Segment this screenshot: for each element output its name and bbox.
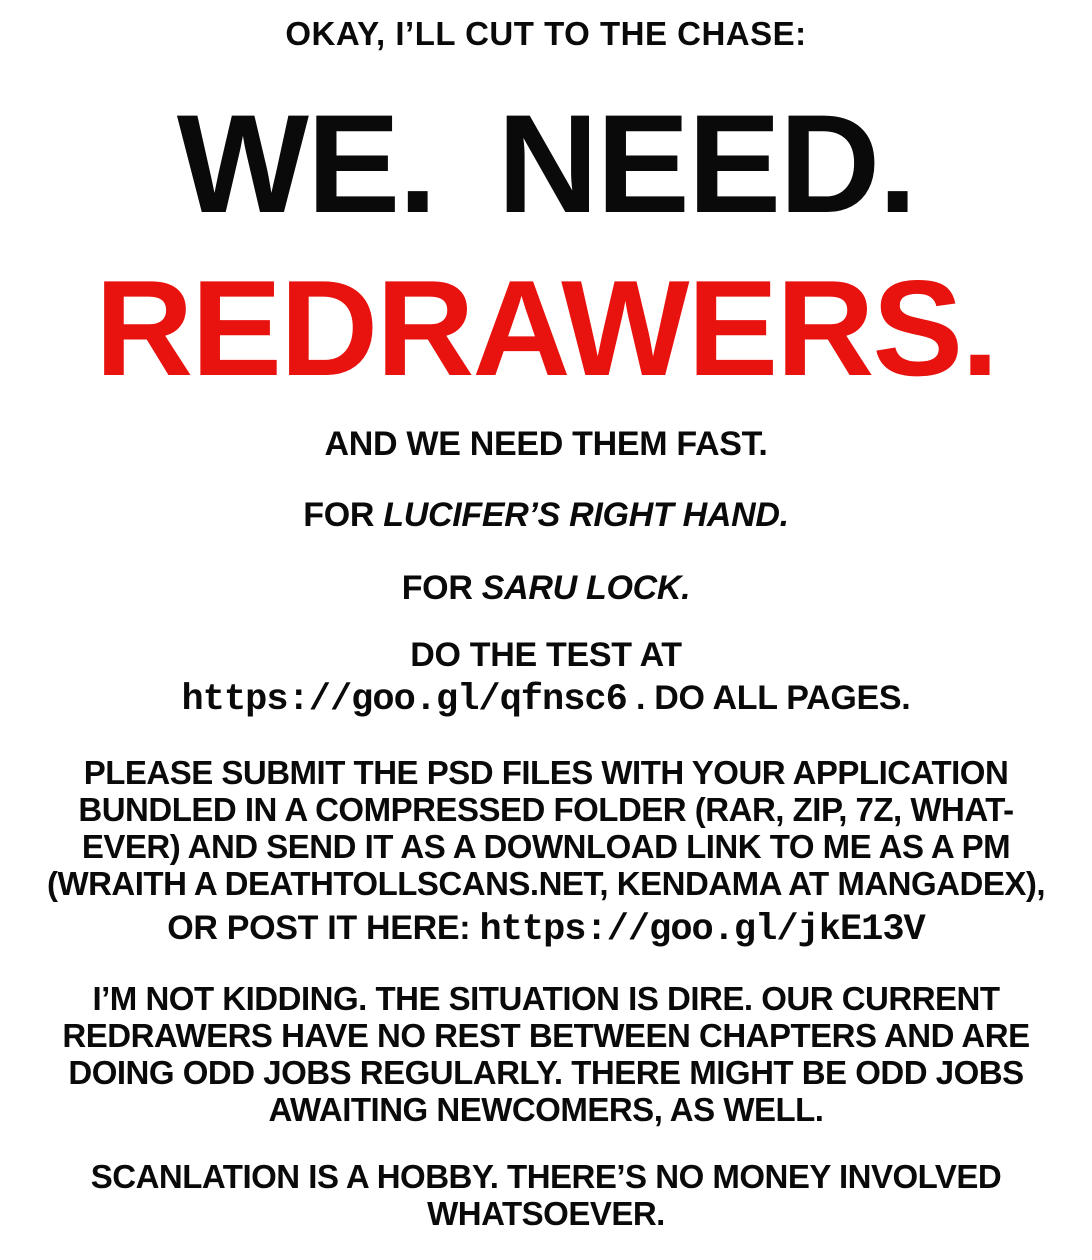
series-prefix: FOR (401, 568, 482, 607)
warning-line-4: AWAITING NEWCOMERS, AS WELL. (268, 1090, 824, 1128)
series-title-lucifers-right-hand: LUCIFER’S RIGHT HAND. (383, 495, 789, 534)
disclaimer-line-1: SCANLATION IS A HOBBY. THERE’S NO MONEY INVOLVED (90, 1157, 1002, 1195)
disclaimer-paragraph (0, 1158, 1092, 1232)
headline-we-need: WE. NEED. (176, 84, 916, 242)
headline-redrawers: REDRAWERS. (95, 251, 997, 404)
test-url: https://goo.gl/qfnsc6 (181, 678, 627, 721)
submission-line-4: (WRAITH A DEATHTOLLSCANS.NET, KENDAMA AT MANGADEX), (46, 864, 1046, 902)
series-prefix: FOR (303, 495, 384, 534)
warning-line-1: I’M NOT KIDDING. THE SITUATION IS DIRE. OUR CURRENT (92, 979, 1000, 1017)
disclaimer-line-2: WHATSOEVER. (427, 1194, 665, 1232)
warning-line-2: REDRAWERS HAVE NO REST BETWEEN CHAPTERS AND ARE (62, 1016, 1030, 1054)
warning-line-3: DOING ODD JOBS REGULARLY. THERE MIGHT BE ODD JOBS (68, 1053, 1024, 1091)
urgency-line: AND WE NEED THEM FAST. (324, 424, 768, 463)
post-prefix: OR POST IT HERE: (167, 908, 480, 947)
series-line-lucifers-right-hand (0, 497, 1092, 534)
series-line-saru-lock (0, 570, 1092, 607)
warning-paragraph (0, 980, 1092, 1128)
submission-paragraph (0, 754, 1092, 902)
submission-line-1: PLEASE SUBMIT THE PSD FILES WITH YOUR APPLICATION (83, 753, 1009, 791)
submission-line-3: EVER) AND SEND IT AS A DOWNLOAD LINK TO ME AS A PM (81, 827, 1011, 865)
test-url-suffix: . DO ALL PAGES. (626, 678, 911, 717)
test-instruction: DO THE TEST AT (410, 635, 682, 674)
submission-line-2: BUNDLED IN A COMPRESSED FOLDER (RAR, ZIP, 7Z, WHAT- (78, 790, 1014, 828)
post-line (0, 908, 1092, 950)
test-url-line (0, 678, 1092, 720)
post-url: https://goo.gl/jkE13V (479, 908, 925, 951)
intro-line: OKAY, I’LL CUT TO THE CHASE: (285, 15, 807, 52)
series-title-saru-lock: SARU LOCK. (481, 568, 691, 607)
